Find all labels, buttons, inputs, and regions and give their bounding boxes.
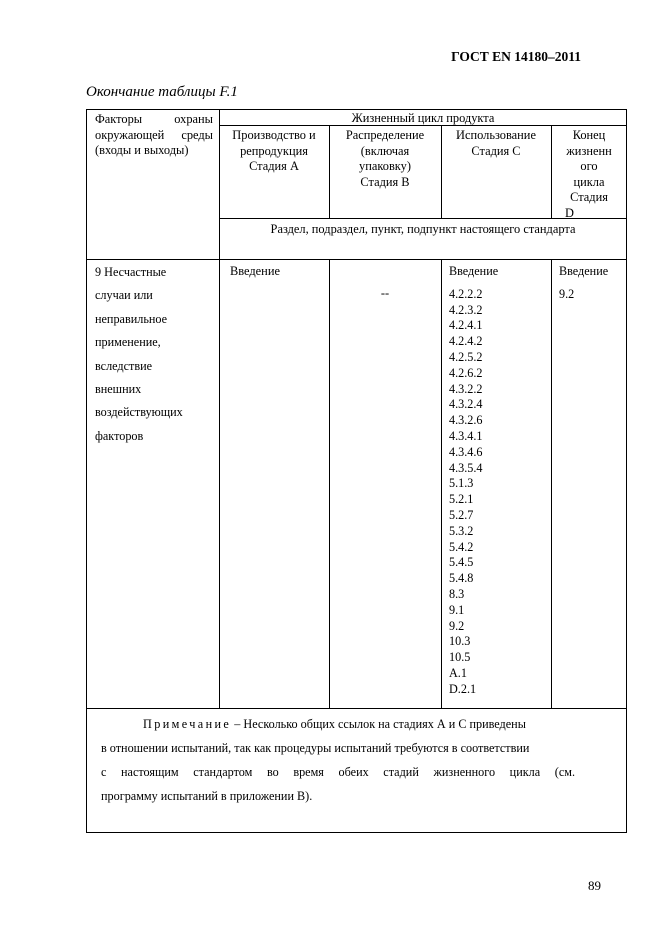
- stage-a-cell: Введение: [230, 264, 280, 278]
- note-line-2: в отношении испытаний, так как процедуры испытаний требуются в соответствии: [101, 741, 530, 755]
- col-divider-2b: [329, 259, 330, 708]
- col-divider-3b: [441, 259, 442, 708]
- note-line-3: с настоящим стандартом во время обеих стадий жизненного цикла (см.: [101, 765, 575, 779]
- note-line-4: программу испытаний в приложении В).: [101, 789, 313, 803]
- col-divider-4b: [551, 259, 552, 708]
- stage-c-cell: Введение 4.2.2.2 4.2.3.2 4.2.4.1 4.2.4.2 4.2.5.2 4.2.6.2 4.3.2.2 4.3.2.4 4.3.2.6 4.3.4.1 4.3.4.6 4.3.5.4 5.1.3 5.2.1 5.2.7 5.3.2 5.4.2 5.4.5 5.4.8 8.3 9.1 9.2 10.3 10.5 A.1 D.2.1: [449, 264, 499, 696]
- note-top-rule: [86, 708, 627, 709]
- col-divider-3a: [441, 125, 442, 218]
- document-id: ГОСТ EN 14180–2011: [451, 49, 581, 64]
- stage-d-cell: Введение 9.2: [559, 264, 609, 301]
- col-divider-4a: [551, 125, 552, 218]
- factors-header: Факторы охраны окружающей среды (входы и выходы): [95, 112, 213, 157]
- note-label: Примечание: [143, 717, 232, 731]
- stage-d-header: Конец жизненн ого цикла Стадия D: [565, 128, 612, 220]
- page-number: 89: [588, 878, 601, 893]
- col-divider-1: [219, 109, 220, 708]
- table-caption: Окончание таблицы F.1: [86, 84, 238, 100]
- section-row-label: Раздел, подраздел, пункт, подпункт настоящего стандарта: [270, 222, 576, 236]
- col-divider-2a: [329, 125, 330, 218]
- stage-c-header: Использование Стадия С: [456, 128, 536, 158]
- stage-a-header: Производство и репродукция Стадия А: [232, 128, 316, 173]
- stage-b-header: Распределение (включая упаковку) Стадия В: [345, 128, 425, 189]
- factor-cell: 9 Несчастные случаи или неправильное применение, вследствие внешних воздействующих факторов: [95, 265, 183, 443]
- stage-b-cell: --: [380, 286, 390, 300]
- header-bottom-rule: [86, 259, 627, 260]
- lifecycle-header: Жизненный цикл продукта: [351, 111, 495, 125]
- note-line-1: Примечание – Несколько общих ссылок на стадиях А и С приведены: [143, 717, 526, 731]
